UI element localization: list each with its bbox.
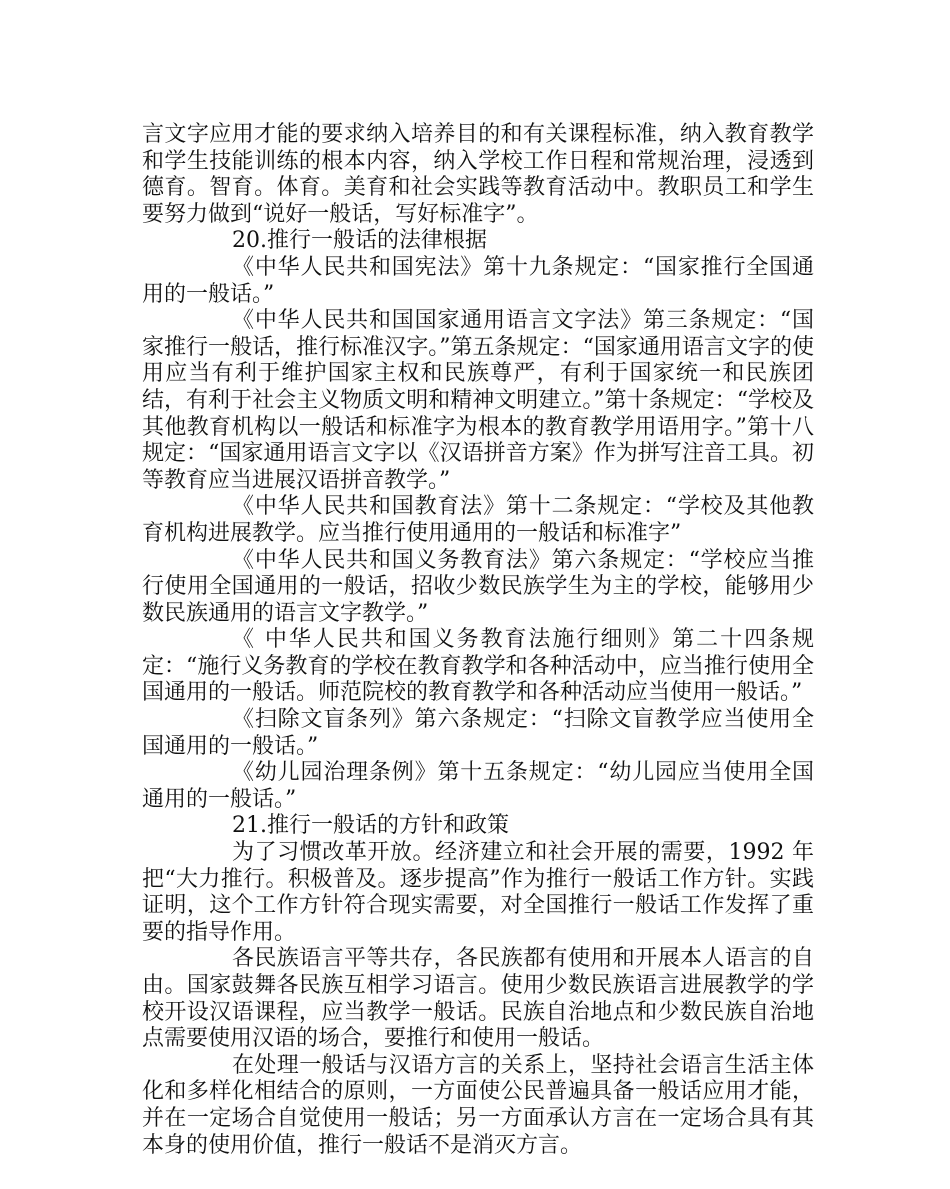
section-heading-21-policy: 21.推行一般话的方针和政策 [232, 813, 509, 839]
paragraph-ethnic-languages: 各民族语言平等共存，各民族都有使用和开展本人语言的自由。国家鼓舞各民族互相学习语言。使用少数民族语言进展教学的学校开设汉语课程，应当教学一般话。民族自治地点和少数民族自治地点需要使用汉语的场合，要推行和使用一般话。 [142, 946, 814, 1052]
paragraph-common-language-law: 《中华人民共和国国家通用语言文字法》第三条规定：“国家推行一般话，推行标准汉字。”第五条规定：“国家通用语言文字的使用应当有利于维护国家主权和民族尊严，有利于国家统一和民族团结，有利于社会主义物质文明和精神文明建立。”第十条规定：“学校及其他教育机构以一般话和标准字为根本的教育教学用语用字。”第十八规定：“国家通用语言文字以《汉语拼音方案》作为拼写注音工具。初等教育应当进展汉语拼音教学。” [142, 308, 814, 493]
paragraph-continued-language-ability: 言文字应用才能的要求纳入培养目的和有关课程标准，纳入教育教学和学生技能训练的根本内容，纳入学校工作日程和常规治理，浸透到德育。智育。体育。美育和社会实践等教育活动中。教职员工和学生要努力做到“说好一般话，写好标准字”。 [142, 122, 814, 227]
paragraph-education-law: 《中华人民共和国教育法》第十二条规定：“学校及其他教育机构进展教学。应当推行使用通用的一般话和标准字” [142, 494, 814, 546]
paragraph-dialects: 在处理一般话与汉语方言的关系上，坚持社会语言生活主体化和多样化相结合的原则，一方面使公民普遍具备一般话应用才能，并在一定场合自觉使用一般话；另一方面承认方言在一定场合具有其本身的使用价值，推行一般话不是消灭方言。 [142, 1052, 814, 1158]
paragraph-illiteracy-regulations: 《扫除文盲条列》第六条规定：“扫除文盲教学应当使用全国通用的一般话。” [142, 707, 814, 759]
paragraph-compulsory-education-law: 《中华人民共和国义务教育法》第六条规定：“学校应当推行使用全国通用的一般话，招收少数民族学生为主的学校，能够用少数民族通用的语言文字教学。” [142, 547, 814, 626]
document-page [142, 122, 814, 1159]
section-heading-20-legal-basis: 20.推行一般话的法律根据 [232, 228, 487, 254]
paragraph-1992-policy: 为了习惯改革开放。经济建立和社会开展的需要，1992 年把“大力推行。积极普及。逐步提高”作为推行一般话工作方针。实践证明，这个工作方针符合现实需要，对全国推行一般话工作发挥了重要的指导作用。 [142, 840, 814, 945]
paragraph-compulsory-education-rules: 《 中华人民共和国义务教育法施行细则》第二十四条规定：“施行义务教育的学校在教育教学和各种活动中，应当推行使用全国通用的一般话。师范院校的教育教学和各种活动应当使用一般话。” [142, 627, 814, 706]
paragraph-kindergarten-regulations: 《幼儿园治理条例》第十五条规定：“幼儿园应当使用全国通用的一般话。” [142, 760, 814, 812]
paragraph-constitution: 《中华人民共和国宪法》第十九条规定：“国家推行全国通用的一般话。” [142, 254, 814, 307]
